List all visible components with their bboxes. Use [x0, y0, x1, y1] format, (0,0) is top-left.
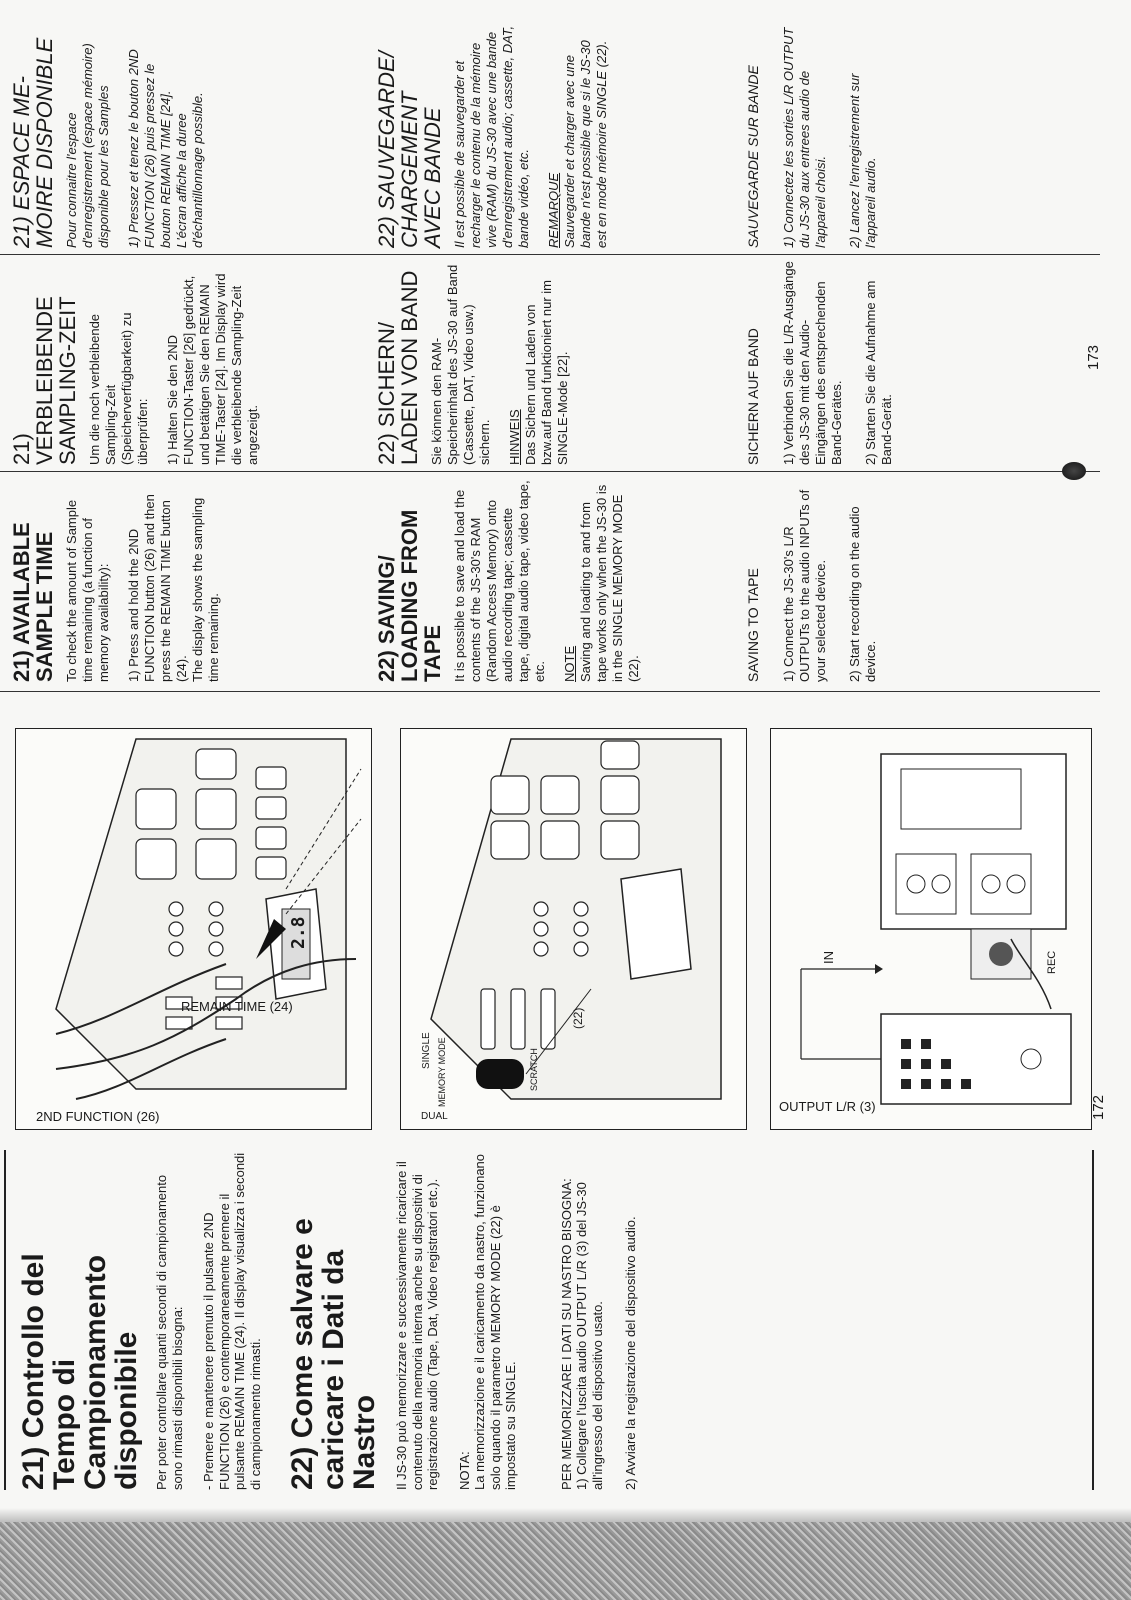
saving-heading-en: SAVING TO TAPE [745, 568, 761, 682]
page-number-left: 172 [1090, 1094, 1107, 1120]
keyboard-drawing [16, 729, 371, 1129]
step: 2) Start recording on the audio device. [847, 506, 878, 682]
ink-spot [1062, 462, 1086, 480]
bottom-rule [1092, 1150, 1094, 1490]
english-saving [745, 477, 879, 682]
paragraph: 1) Halten Sie den 2ND FUNCTION-Taster [26] gedrückt, und betätigen Sie den REMAIN TIME-Taster [24]. Im Display wird die verbleibende Sampling-Zeit angezeigt. [165, 273, 260, 465]
figure-memory-mode [400, 728, 747, 1130]
german-section-22 [375, 260, 571, 465]
paragraph: Um die noch verbleibende Sampling-Zeit (Speicherverfügbarkeit) zu überprüfen: [87, 312, 150, 465]
section-22-title-it: 22) Come salvare e caricare i Dati da Nastro [286, 1218, 381, 1490]
paragraph: 1) Press and hold the 2ND FUNCTION button (26) and then press the REMAIN TIME button (24). The display shows the sampling time remaining. [126, 494, 221, 682]
page-number-right: 173 [1085, 344, 1102, 370]
note-paragraph: Saving and loading to and from tape works only when the JS-30 is in the SINGLE MEMORY MODE (22). [578, 484, 641, 682]
paragraph: Pour connaitre l'espace d'enregistrement (espace mémoire) disponible pour les Samples [64, 43, 111, 248]
remain-time-label: REMAIN TIME (24) [181, 999, 293, 1014]
french-column [10, 23, 206, 248]
section-21-heading-de: 21) VERBLEIBENDE SAMPLING-ZEIT [9, 296, 80, 465]
top-rule [4, 1150, 6, 1490]
section-22-heading-de: 22) SICHERN/ LADEN VON BAND [374, 270, 422, 465]
note-heading-de: HINWEIS [507, 409, 522, 465]
section-21-title-it: 21) Controllo del Tempo di Campionamento disponibile [17, 1253, 143, 1490]
paragraph: PER MEMORIZZARE I DATI SU NASTRO BISOGNA: 1) Collegare l'uscita audio OUTPUT L/R (3) del JS-30 all'ingresso del dispositivo usato. [558, 1178, 605, 1490]
scan-margin-noise [0, 1522, 1131, 1600]
scan-edge [0, 1508, 1131, 1522]
german-column [10, 260, 261, 465]
note-paragraph: Das Sichern und Laden von bzw.auf Band funktioniert nur im SINGLE-Mode [22]. [523, 280, 570, 465]
connection-drawing [771, 729, 1091, 1129]
dual-label: DUAL [421, 1111, 448, 1122]
saving-heading-de: SICHERN AUF BAND [745, 328, 761, 465]
mode-22-label: (22) [571, 1007, 585, 1029]
paragraph: Per poter controllare quanti secondi di campionamento sono rimasti disponibili bisogna: [154, 1174, 185, 1490]
french-section-22 [375, 23, 610, 248]
paragraph: 1) Pressez et tenez le bouton 2ND FUNCTION (26) puis pressez le bouton REMAIN TIME [24]. L'écran affiche la duree d'échantillonnage possible. [126, 49, 205, 248]
french-saving [745, 23, 879, 248]
rotated-spread [0, 10, 1107, 1500]
note-heading-en: NOTE [562, 645, 577, 682]
english-section-22 [375, 477, 642, 682]
note-heading-fr: REMARQUE [546, 172, 561, 248]
scratch-label: SCRATCH [529, 1048, 539, 1091]
section-22-heading-en: 22) SAVING/ LOADING FROM TAPE [374, 509, 445, 682]
column-divider [0, 471, 1100, 472]
output-label: OUTPUT L/R (3) [779, 1099, 876, 1114]
paragraph: To check the amount of Sample time remaining (a function of memory availability): [64, 499, 111, 682]
step: 1) Verbinden Sie die L/R-Ausgänge des JS-30 mit den Audio-Eingängen des entsprechenden Band-Gerätes. [781, 261, 844, 465]
in-label: IN [821, 951, 836, 964]
german-saving [745, 260, 895, 465]
figure-tape-connection [770, 728, 1092, 1130]
section-21-heading-en: 21) AVAILABLE SAMPLE TIME [9, 522, 57, 682]
illustrations [0, 730, 1107, 1130]
paragraph: 2) Avviare la registrazione del dispositivo audio. [623, 1216, 638, 1490]
step: 1) Connectez les sorties L/R OUTPUT du JS-30 aux entrees audio de l'appareil choisi. [781, 27, 828, 248]
step: 1) Connect the JS-30's L/R OUTPUTs to the audio INPUTs of your selected device. [781, 489, 828, 682]
gutter-line [0, 691, 1100, 692]
italian-column [0, 1150, 1100, 1490]
saving-heading-fr: SAUVEGARDE SUR BANDE [745, 65, 761, 248]
memory-mode-label: MEMORY MODE [437, 1037, 447, 1107]
paragraph: Il JS-30 può memorizzare e successivamente ricaricare il contenuto della memoria interna anche su dispositivi di registrazione audio (Tape, Dat, Video registratori etc.). [394, 1161, 440, 1490]
english-column [10, 477, 222, 682]
keyboard-drawing [401, 729, 746, 1129]
section-21-heading-fr: 21) ESPACE ME- MOIRE DISPONIBLE [9, 37, 57, 248]
2nd-function-label: 2ND FUNCTION (26) [36, 1109, 160, 1124]
paragraph: It is possible to save and load the contents of the JS-30's RAM (Random Access Memory) onto audio recording tape; cassette tape, digital audio tape, video tape, etc. [452, 480, 547, 682]
single-label: SINGLE [421, 1032, 432, 1069]
figure-remain-time [15, 728, 372, 1130]
display-readout: 2.8 [288, 916, 309, 949]
step: 2) Starten Sie die Aufnahme am Band-Gerät. [863, 280, 894, 465]
note-paragraph: Sauvegarder et charger avec une bande n'est possible que si le JS-30 est en mode mémoire SINGLE (22). [562, 40, 609, 248]
note-paragraph: NOTA: La memorizzazione e il caricamento da nastro, funzionano solo quando il parametro MEMORY MODE (22) è impostato su SINGLE. [456, 1153, 518, 1490]
paragraph: Il est possible de sauvegarder et recharger le contenu de la mémoire vive (RAM) du JS-30 avec une bande d'enregistrement audio; cassette, DAT, bande vidéo, etc. [452, 25, 531, 248]
rec-label: REC [1046, 950, 1058, 974]
step: 2) Lancez l'enregistrement sur l'appareil audio. [847, 73, 878, 248]
section-22-heading-fr: 22) SAUVEGARDE/ CHARGEMENT AVEC BANDE [374, 51, 445, 248]
paragraph: - Premere e mantenere premuto il pulsante 2ND FUNCTION (26) e contemporaneamente premere il pulsante REMAIN TIME (24). Il display visualizza i secondi di campionamento rimasti. [201, 1152, 263, 1490]
column-divider-fr [0, 254, 1100, 255]
paragraph: Sie können den RAM-Speicherinhalt des JS-30 auf Band (Cassette, DAT, Video usw.) sichern. [429, 264, 492, 465]
